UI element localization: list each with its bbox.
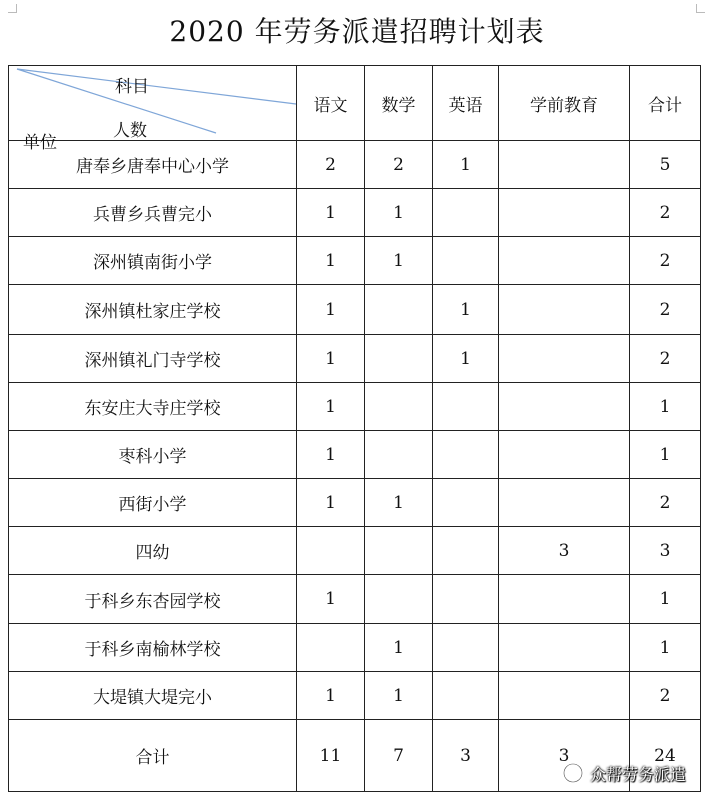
count-cell: 1 <box>297 479 365 527</box>
count-cell <box>499 335 630 383</box>
total-label-cell: 合计 <box>9 720 297 792</box>
count-cell <box>365 431 433 479</box>
unit-name-cell: 四幼 <box>9 527 297 575</box>
count-cell <box>499 672 630 720</box>
count-cell <box>499 237 630 285</box>
table-row <box>9 624 701 672</box>
document-title: 2020 年劳务派遣招聘计划表 <box>169 15 545 48</box>
unit-name-cell: 于科乡南榆林学校 <box>9 624 297 672</box>
unit-name-cell: 大堤镇大堤完小 <box>9 672 297 720</box>
table-row <box>9 383 701 431</box>
unit-name-cell: 唐奉乡唐奉中心小学 <box>9 141 297 189</box>
count-cell: 2 <box>630 285 701 335</box>
count-cell <box>499 575 630 624</box>
unit-name-cell: 兵曹乡兵曹完小 <box>9 189 297 237</box>
count-cell: 1 <box>365 624 433 672</box>
count-cell <box>365 527 433 575</box>
count-cell: 1 <box>630 383 701 431</box>
table-row <box>9 431 701 479</box>
count-cell: 1 <box>297 189 365 237</box>
unit-name-cell: 西街小学 <box>9 479 297 527</box>
count-cell <box>365 383 433 431</box>
table-row <box>9 335 701 383</box>
count-cell: 1 <box>630 575 701 624</box>
table-row <box>9 575 701 624</box>
count-cell <box>433 383 499 431</box>
header-unit-label: 单位 <box>23 133 57 153</box>
unit-name-cell: 深州镇南街小学 <box>9 237 297 285</box>
watermark <box>562 760 686 786</box>
count-cell <box>433 624 499 672</box>
table-row <box>9 285 701 335</box>
count-cell: 1 <box>297 237 365 285</box>
count-cell <box>433 527 499 575</box>
total-count-cell: 3 <box>433 720 499 792</box>
unit-name-cell: 深州镇礼门寺学校 <box>9 335 297 383</box>
table-row <box>9 237 701 285</box>
header-subject-label: 科目 <box>115 77 149 97</box>
count-cell: 3 <box>630 527 701 575</box>
table-row <box>9 672 701 720</box>
count-cell <box>499 479 630 527</box>
count-cell <box>365 575 433 624</box>
count-cell: 1 <box>365 479 433 527</box>
count-cell <box>499 285 630 335</box>
unit-name-cell: 于科乡东杏园学校 <box>9 575 297 624</box>
count-cell: 2 <box>630 335 701 383</box>
unit-name-cell: 深州镇杜家庄学校 <box>9 285 297 335</box>
header-count-label: 人数 <box>113 121 147 141</box>
count-cell <box>433 237 499 285</box>
wechat-official-account-icon <box>562 762 584 784</box>
header-row <box>9 66 701 141</box>
count-cell: 1 <box>297 383 365 431</box>
count-cell: 1 <box>297 672 365 720</box>
column-header: 语文 <box>297 66 365 141</box>
column-header: 学前教育 <box>499 66 630 141</box>
count-cell: 2 <box>365 141 433 189</box>
unit-name-cell: 东安庄大寺庄学校 <box>9 383 297 431</box>
count-cell: 1 <box>630 624 701 672</box>
table-row <box>9 141 701 189</box>
table-row <box>9 527 701 575</box>
count-cell <box>433 575 499 624</box>
count-cell <box>297 527 365 575</box>
column-header: 英语 <box>433 66 499 141</box>
count-cell <box>433 431 499 479</box>
table-row <box>9 189 701 237</box>
count-cell: 1 <box>433 335 499 383</box>
header-corner-cell <box>9 66 297 153</box>
count-cell <box>365 335 433 383</box>
total-count-cell: 24 <box>630 720 701 792</box>
count-cell: 1 <box>630 431 701 479</box>
count-cell <box>433 672 499 720</box>
count-cell <box>297 624 365 672</box>
unit-name-cell: 枣科小学 <box>9 431 297 479</box>
total-count-cell: 11 <box>297 720 365 792</box>
count-cell: 1 <box>297 575 365 624</box>
watermark-text: 众帮劳务派遣 <box>590 764 687 784</box>
count-cell: 2 <box>630 479 701 527</box>
total-count-cell: 7 <box>365 720 433 792</box>
table-row <box>9 479 701 527</box>
count-cell: 1 <box>365 189 433 237</box>
count-cell <box>499 383 630 431</box>
count-cell: 1 <box>433 285 499 335</box>
count-cell: 1 <box>297 431 365 479</box>
count-cell: 2 <box>630 189 701 237</box>
count-cell <box>499 431 630 479</box>
column-header: 数学 <box>365 66 433 141</box>
count-cell <box>499 189 630 237</box>
count-cell: 3 <box>499 527 630 575</box>
count-cell: 1 <box>365 672 433 720</box>
count-cell: 1 <box>297 335 365 383</box>
count-cell: 2 <box>630 672 701 720</box>
count-cell: 2 <box>630 237 701 285</box>
count-cell: 5 <box>630 141 701 189</box>
count-cell <box>499 624 630 672</box>
count-cell <box>365 285 433 335</box>
count-cell: 1 <box>433 141 499 189</box>
count-cell <box>499 141 630 189</box>
count-cell: 2 <box>297 141 365 189</box>
count-cell: 1 <box>297 285 365 335</box>
count-cell: 1 <box>365 237 433 285</box>
column-header: 合计 <box>630 66 701 141</box>
total-count-cell: 3 <box>499 720 630 792</box>
recruitment-plan-table <box>8 65 701 792</box>
count-cell <box>433 479 499 527</box>
count-cell <box>433 189 499 237</box>
